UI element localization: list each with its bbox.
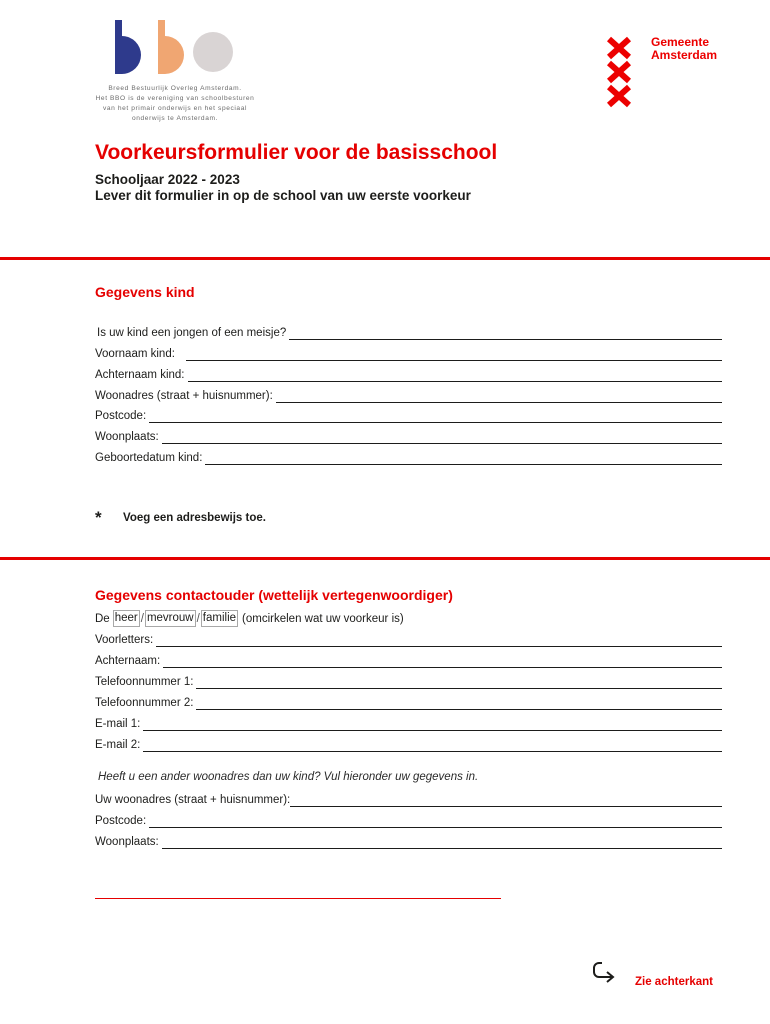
field-input-line[interactable] xyxy=(156,634,722,647)
field-input-line[interactable] xyxy=(149,410,722,423)
field-gender[interactable] xyxy=(95,324,722,340)
field-input-line[interactable] xyxy=(162,836,722,849)
field-input-line[interactable] xyxy=(289,327,722,340)
bbo-tagline-line: van het primair onderwijs en het speciaal xyxy=(102,105,248,112)
separator: / xyxy=(196,612,200,625)
field-label: Postcode: xyxy=(95,815,147,827)
separator: / xyxy=(140,612,144,625)
option-mevrouw[interactable]: mevrouw xyxy=(145,610,196,627)
gemeente-line: Gemeente xyxy=(651,35,710,49)
schooljaar: Schooljaar 2022 - 2023 xyxy=(95,172,240,187)
bbo-logo xyxy=(112,18,234,76)
bbo-tagline-line: Breed Bestuurlijk Overleg Amsterdam. xyxy=(108,85,242,92)
section-divider xyxy=(0,257,770,260)
field-label: Voornaam kind: xyxy=(95,348,175,360)
field-label: Achternaam kind: xyxy=(95,369,185,381)
field-voornaam-kind[interactable] xyxy=(95,345,722,361)
field-input-line[interactable] xyxy=(196,697,722,710)
salutation-prefix: De xyxy=(95,612,110,625)
field-label: Woonadres (straat + huisnummer): xyxy=(95,390,273,402)
bbo-tagline-line: onderwijs te Amsterdam. xyxy=(132,115,218,122)
salutation-row xyxy=(95,610,404,627)
field-woonadres-ouder[interactable] xyxy=(95,791,722,807)
instruction: Lever dit formulier in op de school van uw eerste voorkeur xyxy=(95,188,471,203)
field-achternaam-ouder[interactable] xyxy=(95,652,722,668)
field-input-line[interactable] xyxy=(188,369,723,382)
field-geboortedatum[interactable] xyxy=(95,449,722,465)
note-text: Voeg een adresbewijs toe. xyxy=(123,512,266,524)
option-heer[interactable]: heer xyxy=(113,610,140,627)
field-achternaam-kind[interactable] xyxy=(95,366,722,382)
section-title-contact: Gegevens contactouder (wettelijk vertegenwoordiger) xyxy=(95,587,453,603)
bbo-tagline xyxy=(80,84,270,124)
field-label: Woonplaats: xyxy=(95,836,159,848)
field-voorletters[interactable] xyxy=(95,631,722,647)
field-label: Geboortedatum kind: xyxy=(95,452,203,464)
field-input-line[interactable] xyxy=(276,390,722,403)
field-label: Telefoonnummer 1: xyxy=(95,676,194,688)
field-input-line[interactable] xyxy=(290,794,722,807)
amsterdam-xxx-icon xyxy=(606,36,632,108)
field-label: Uw woonadres (straat + huisnummer): xyxy=(95,794,291,806)
field-label: Voorletters: xyxy=(95,634,154,646)
amsterdam-line: Amsterdam xyxy=(651,48,718,62)
field-label: Woonplaats: xyxy=(95,431,159,443)
field-email-2[interactable] xyxy=(95,736,722,752)
field-woonplaats-kind[interactable] xyxy=(95,428,722,444)
field-input-line[interactable] xyxy=(143,739,722,752)
field-input-line[interactable] xyxy=(196,676,722,689)
field-telefoon-2[interactable] xyxy=(95,694,722,710)
field-input-line[interactable] xyxy=(186,348,722,361)
field-postcode-ouder[interactable] xyxy=(95,812,722,828)
field-email-1[interactable] xyxy=(95,715,722,731)
field-label: Is uw kind een jongen of een meisje? xyxy=(97,327,287,339)
section-divider xyxy=(0,557,770,560)
section-title-kind: Gegevens kind xyxy=(95,284,195,300)
adresbewijs-note xyxy=(95,510,266,526)
turn-arrow-icon xyxy=(592,960,618,986)
field-label: Postcode: xyxy=(95,410,147,422)
page-title: Voorkeursformulier voor de basisschool xyxy=(95,141,498,164)
field-telefoon-1[interactable] xyxy=(95,673,722,689)
field-label: E-mail 1: xyxy=(95,718,141,730)
bbo-tagline-line: Het BBO is de vereniging van schoolbesturen xyxy=(95,95,255,102)
field-woonadres-kind[interactable] xyxy=(95,387,722,403)
salutation-suffix: (omcirkelen wat uw voorkeur is) xyxy=(242,612,404,625)
field-label: Achternaam: xyxy=(95,655,161,667)
asterisk-icon: * xyxy=(95,508,102,527)
field-postcode-kind[interactable] xyxy=(95,407,722,423)
field-input-line[interactable] xyxy=(162,431,722,444)
field-input-line[interactable] xyxy=(149,815,722,828)
footer-divider xyxy=(95,898,501,899)
field-label: Telefoonnummer 2: xyxy=(95,697,194,709)
subtitle xyxy=(95,172,471,204)
field-input-line[interactable] xyxy=(163,655,722,668)
field-input-line[interactable] xyxy=(205,452,722,465)
other-address-note: Heeft u een ander woonadres dan uw kind? Vul hieronder uw gegevens in. xyxy=(98,771,479,783)
field-input-line[interactable] xyxy=(143,718,722,731)
field-label: E-mail 2: xyxy=(95,739,141,751)
option-familie[interactable]: familie xyxy=(201,610,238,627)
gemeente-amsterdam-wordmark xyxy=(651,36,717,62)
zie-achterkant-label: Zie achterkant xyxy=(635,976,713,988)
field-woonplaats-ouder[interactable] xyxy=(95,833,722,849)
